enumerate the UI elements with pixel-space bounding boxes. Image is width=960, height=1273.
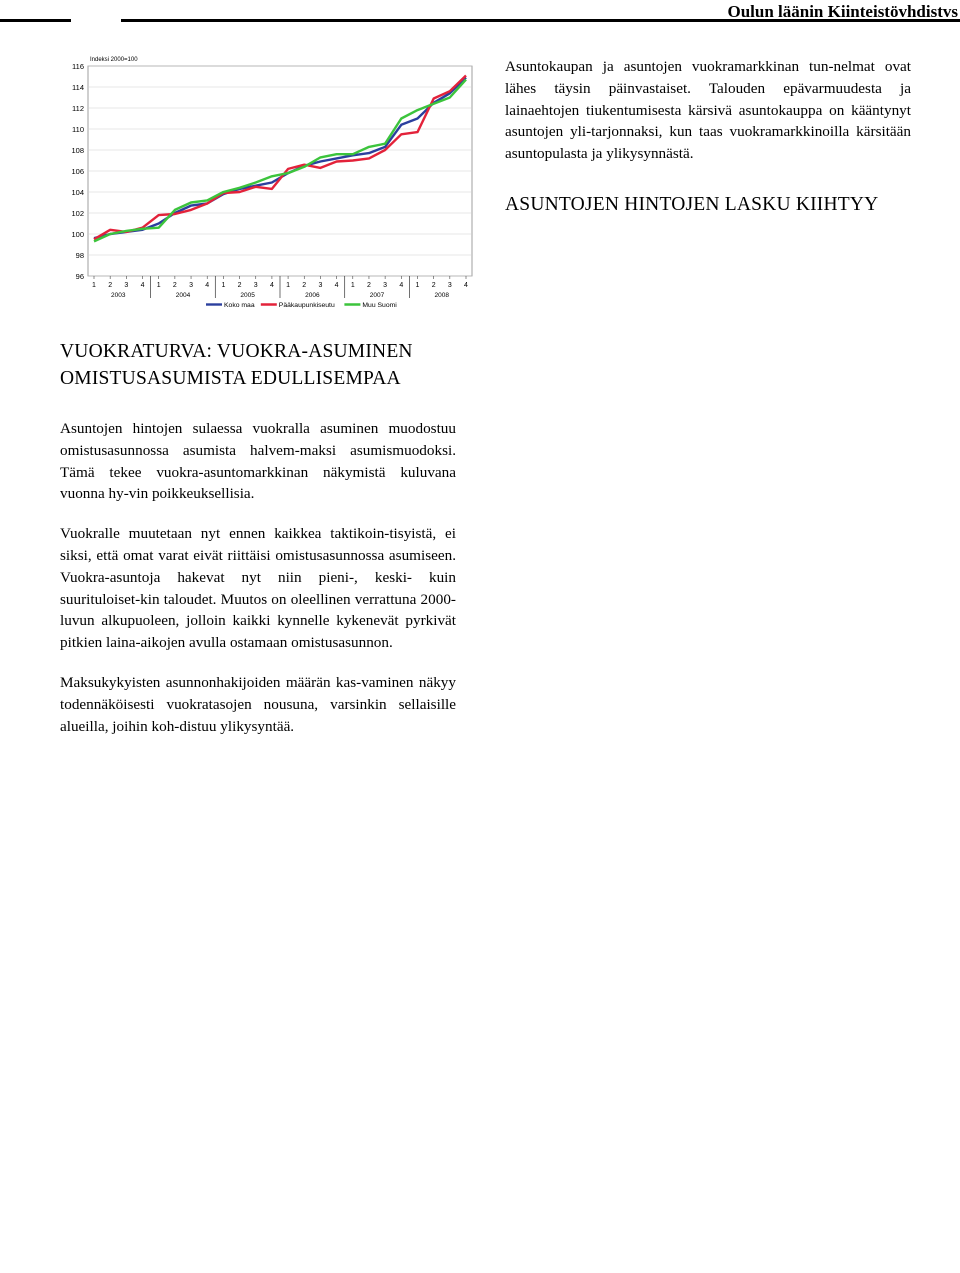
- price-index-chart: [58, 52, 478, 314]
- x-tick-label: 3: [318, 282, 323, 289]
- y-tick-label: 116: [72, 62, 84, 71]
- y-tick-label: 112: [72, 104, 84, 113]
- left-paragraph: Asuntojen hintojen sulaessa vuokralla asuminen muodostuu omistusasunnossa asumista halvem-maksi asumismuodoksi. Tämä tekee vuokra-asuntomarkkinan näkymistä kuluvana vuonna hy-vin poikkeuksellisia.: [60, 420, 456, 503]
- x-tick-label: 3: [189, 282, 193, 289]
- y-tick-label: 108: [71, 146, 84, 155]
- year-label: 2008: [434, 292, 449, 299]
- year-label: 2004: [175, 292, 191, 299]
- y-tick-label: 110: [72, 125, 84, 134]
- y-tick-label: 114: [72, 83, 84, 92]
- x-tick-label: 4: [464, 282, 468, 289]
- x-tick-label: 1: [156, 282, 161, 289]
- x-tick-label: 4: [269, 282, 274, 289]
- y-tick-label: 98: [75, 251, 84, 260]
- x-tick-label: 1: [286, 282, 291, 289]
- x-tick-label: 2: [237, 282, 242, 289]
- page-header-title: Oulun läänin Kiinteistövhdistvs: [727, 2, 958, 21]
- x-tick-label: 4: [334, 282, 339, 289]
- index-note: Indeksi 2000=100: [90, 57, 138, 63]
- left-column: [60, 338, 456, 755]
- x-tick-label: 2: [172, 282, 177, 289]
- x-tick-label: 2: [431, 282, 436, 289]
- year-label: 2003: [111, 292, 126, 299]
- x-tick-label: 3: [383, 282, 388, 289]
- y-tick-label: 102: [71, 209, 84, 218]
- x-tick-label: 3: [253, 282, 258, 289]
- x-tick-label: 4: [140, 282, 145, 289]
- year-label: 2007: [369, 292, 385, 299]
- x-tick-label: 4: [399, 282, 404, 289]
- x-tick-label: 1: [92, 282, 96, 289]
- right-heading: ASUNTOJEN HINTOJEN LASKU KIIHTYY: [505, 193, 879, 215]
- legend-label: Muu Suomi: [362, 302, 397, 309]
- x-tick-label: 2: [108, 282, 113, 289]
- header-rule-left: [0, 19, 71, 22]
- y-tick-label: 96: [75, 272, 84, 281]
- right-column: [505, 56, 911, 218]
- x-tick-label: 2: [302, 282, 307, 289]
- legend-label: Pääkaupunkiseutu: [278, 302, 335, 309]
- y-tick-label: 100: [71, 230, 84, 239]
- x-tick-label: 1: [221, 282, 226, 289]
- chart-svg: [58, 52, 478, 314]
- x-tick-label: 3: [124, 282, 129, 289]
- left-paragraph: Vuokralle muutetaan nyt ennen kaikkea taktikoin-tisyistä, ei siksi, että omat varat eivät riittäisi omistusasunnossa asumiseen. Vuokra-asuntoja hakevat nyt niin pieni-, keski- kuin suurituloiset-kin taloudet. Muutos on oleellinen verrattuna 2000-luvun alkupuoleen, jolloin kaikki kynnelle kykenevät pyrkivät pitkien laina-aikojen avulla ostamaan omistusasunnon.: [60, 525, 456, 652]
- y-tick-label: 104: [71, 188, 84, 197]
- left-paragraph: Maksukykyisten asunnonhakijoiden määrän kas-vaminen näkyy todennäköisesti vuokratasojen nousuna, varsinkin sellaisille alueilla, joihin koh-distuu ylikysyntää.: [60, 673, 456, 735]
- x-tick-label: 1: [415, 282, 420, 289]
- left-heading: VUOKRATURVA: VUOKRA-ASUMINEN OMISTUSASUMISTA EDULLISEMPAA: [60, 341, 413, 389]
- y-tick-label: 106: [71, 167, 84, 176]
- x-tick-label: 3: [447, 282, 452, 289]
- x-tick-label: 2: [367, 282, 371, 289]
- legend-label: Koko maa: [224, 302, 255, 309]
- year-label: 2006: [305, 292, 320, 299]
- x-tick-label: 1: [350, 282, 355, 289]
- x-tick-label: 4: [205, 282, 210, 289]
- year-label: 2005: [240, 292, 255, 299]
- right-paragraph: Asuntokaupan ja asuntojen vuokramarkkinan tun-nelmat ovat lähes täysin päinvastaiset. Talouden epävarmuudesta ja lainaehtojen tiukentumisesta kärsivä asuntokauppa on kääntynyt asuntojen yli-tarjonnaksi, kun taas vuokramarkkinoilla kärsitään asuntopulasta ja ylikysynnästä.: [505, 58, 911, 163]
